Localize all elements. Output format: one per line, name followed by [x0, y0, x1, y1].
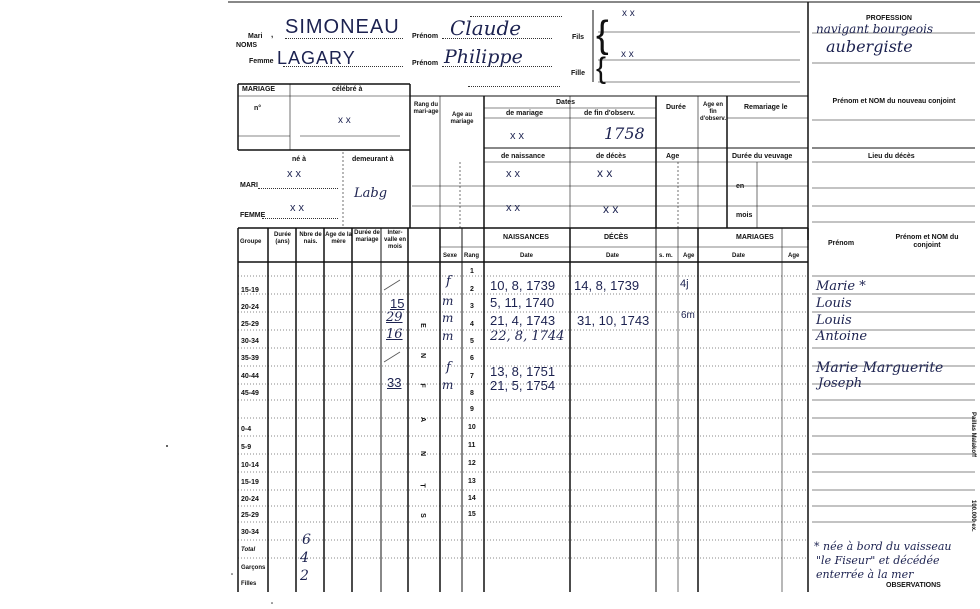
deces-femme: x x: [603, 202, 619, 216]
naissances-header: NAISSANCES: [503, 234, 549, 241]
deces-header: DÉCÈS: [604, 234, 629, 241]
demeurant-label: demeurant à: [352, 156, 394, 163]
group-30-34: 30-34: [241, 338, 259, 345]
fils-brace: {: [596, 14, 609, 56]
demeurant-value: Labg: [354, 186, 388, 201]
deces-mari: x x: [597, 166, 613, 180]
mari-prenom-line: [442, 38, 552, 39]
child-prenom: Louis: [816, 296, 852, 311]
duree-mariage-header: Durée de mariage: [354, 230, 380, 243]
child-naissance: 13, 8, 1751: [490, 364, 556, 379]
child-age: 6m: [681, 310, 695, 321]
fils-value: x x: [622, 8, 635, 19]
child-sexe: m: [442, 329, 454, 343]
rang-13: 13: [468, 478, 476, 485]
rang-12: 12: [468, 460, 476, 467]
child-intervalle: 29: [386, 310, 403, 325]
prenom-label-mari: Prénom: [412, 33, 439, 40]
groupe-header: Groupe: [240, 239, 262, 245]
dotted-bottom: [468, 86, 560, 87]
child-naissance: 5, 11, 1740: [490, 295, 555, 310]
age-mariage-label: Age au mariage: [450, 112, 474, 125]
naissance-femme: x x: [506, 202, 521, 214]
duree-ans-header: Durée (ans): [273, 232, 291, 245]
rang-7: 7: [470, 373, 474, 380]
child-deces: 14, 8, 1739: [574, 278, 640, 293]
group-45-49: 45-49: [241, 390, 259, 397]
fille-value: x x: [621, 49, 634, 60]
fille-label: Fille: [571, 70, 586, 77]
femme-ne-value: x x: [290, 202, 305, 214]
lieu-deces-label: Lieu du décès: [868, 153, 915, 160]
nbre-naiss-header: Nbre de nais.: [299, 232, 322, 245]
femme-name: LAGARY: [277, 48, 356, 68]
de-naissance-label: de naissance: [501, 153, 545, 160]
mari-label: Mari: [248, 33, 263, 40]
child-prenom: Antoine: [816, 329, 868, 344]
group-25-29: 25-29: [241, 321, 259, 328]
rang-15: 15: [468, 511, 476, 518]
child-intervalle: 15: [390, 296, 405, 311]
intervalle-header: Inter-valle en mois: [383, 230, 406, 250]
filles-value: 2: [300, 568, 309, 584]
conjoint-header: Prénom et NOM du conjoint: [895, 234, 959, 249]
fille-brace: {: [596, 52, 607, 85]
rang-4: 4: [470, 321, 474, 328]
no-label: n°: [254, 105, 262, 112]
rang-10: 10: [468, 424, 476, 431]
rang-mariage-label: Rang du mari-age: [413, 102, 439, 115]
enfants-letter-t: T: [418, 483, 426, 488]
rang-1: 1: [470, 268, 474, 275]
ne-a-label: né à: [292, 156, 307, 163]
group-20-24-b: 20-24: [241, 496, 259, 503]
mariage-date-header: Date: [732, 253, 746, 259]
copies-text: 100.000 ex.: [970, 500, 976, 532]
child-sexe: m: [442, 294, 454, 308]
child-naissance: 10, 8, 1739: [490, 278, 556, 293]
child-age: 4j: [680, 278, 689, 290]
enfants-letter-e: E: [418, 323, 426, 328]
de-mariage-value: x x: [510, 130, 525, 142]
child-naissance: 21, 4, 1743: [490, 313, 556, 328]
femme-name-line: [283, 66, 403, 67]
child-intervalle: 33: [387, 375, 402, 390]
mari-ne-value: x x: [287, 168, 302, 180]
femme-row-label: FEMME: [240, 212, 266, 219]
child-sexe: m: [442, 378, 454, 392]
rang-14: 14: [468, 495, 476, 502]
enfants-letter-n: N: [419, 352, 427, 359]
observations-label: OBSERVATIONS: [886, 582, 941, 589]
garcons-value: 4: [300, 550, 309, 566]
sm-header: s. m.: [659, 253, 673, 259]
mois-label: mois: [736, 212, 753, 219]
child-prenom: Marie Marguerite: [816, 360, 944, 376]
celebre-value: x x: [338, 115, 351, 126]
nouveau-conjoint-label: Prénom et NOM du nouveau conjoint: [832, 98, 956, 105]
group-20-24: 20-24: [241, 304, 259, 311]
enfants-letter-a: A: [419, 416, 427, 423]
group-5-9: 5-9: [241, 444, 252, 451]
fils-label: Fils: [572, 34, 585, 41]
note-line-2: "le Fiseur" et décédée: [816, 554, 940, 567]
age-mere-header: Age de la mère: [325, 232, 352, 245]
group-30-34-b: 30-34: [241, 529, 259, 536]
child-sexe: f: [446, 274, 451, 289]
group-25-29-b: 25-29: [241, 512, 259, 519]
profession-line1: navigant bourgeois: [816, 22, 934, 36]
rang-6: 6: [470, 355, 474, 362]
group-40-44: 40-44: [241, 373, 259, 380]
rang-header: Rang: [464, 253, 479, 259]
age-header: Age: [683, 253, 695, 259]
rang-11: 11: [468, 442, 476, 449]
deces-date-header: Date: [606, 253, 620, 259]
enfants-letter-s: S: [418, 513, 426, 518]
child-prenom: Joseph: [818, 376, 863, 391]
rang-8: 8: [470, 390, 474, 397]
total-value: 6: [302, 532, 311, 548]
mari-row-label: MARI: [240, 182, 258, 189]
profession-line2: aubergiste: [826, 37, 913, 56]
fin-observ-value: 1758: [604, 124, 645, 143]
child-naissance: 21, 5, 1754: [490, 378, 556, 393]
mariages-header: MARIAGES: [736, 234, 774, 241]
comma-mark: ,: [271, 30, 274, 39]
filles-label: Filles: [241, 581, 257, 587]
dotted-top: [470, 16, 562, 17]
group-10-14: 10-14: [241, 462, 259, 469]
sexe-header: Sexe: [443, 253, 458, 259]
group-15-19: 15-19: [241, 287, 259, 294]
mari-ne-line: [258, 188, 338, 189]
child-prenom: Marie *: [816, 279, 866, 294]
duree-veuvage-label: Durée du veuvage: [732, 153, 793, 160]
fin-observ-label: de fin d'observ.: [584, 110, 635, 117]
group-15-19-b: 15-19: [241, 479, 259, 486]
duree-label: Durée: [666, 104, 686, 111]
mari-prenom: Claude: [450, 16, 522, 40]
child-sexe: f: [446, 360, 451, 375]
femme-prenom: Philippe: [444, 46, 523, 68]
total-label: Total: [241, 547, 256, 553]
child-prenom: Louis: [816, 313, 852, 328]
dates-label: Dates: [556, 99, 576, 106]
mari-name: SIMONEAU: [285, 16, 400, 38]
en-label: en: [736, 183, 745, 190]
de-deces-label: de décès: [596, 153, 626, 160]
prenom-header: Prénom: [828, 240, 855, 247]
remariage-label: Remariage le: [744, 104, 788, 111]
age-label: Age: [666, 153, 680, 160]
prenom-label-femme: Prénom: [412, 60, 439, 67]
note-line-1: * née à bord du vaisseau: [814, 540, 952, 553]
naissance-date-header: Date: [520, 253, 534, 259]
femme-prenom-line: [442, 66, 552, 67]
child-intervalle: 16: [386, 327, 403, 342]
femme-label: Femme: [249, 58, 274, 65]
femme-ne-line: [262, 218, 338, 219]
celebre-label: célébré à: [332, 86, 363, 93]
note-line-3: enterrée à la mer: [816, 568, 914, 581]
rang-2: 2: [470, 286, 474, 293]
child-naissance: 22, 8, 1744: [490, 329, 565, 344]
age-fin-observ-label: Age en fin d'observ.: [700, 102, 726, 122]
enfants-letter-n2: N: [419, 450, 427, 457]
de-mariage-label: de mariage: [506, 110, 543, 117]
garcons-label: Garçons: [241, 565, 266, 571]
group-0-4: 0-4: [241, 426, 252, 433]
group-35-39: 35-39: [241, 355, 259, 362]
noms-label: NOMS: [236, 42, 257, 49]
rang-5: 5: [470, 338, 474, 345]
child-deces: 31, 10, 1743: [577, 313, 650, 328]
rang-3: 3: [470, 303, 474, 310]
printer-text: Paillas Malakoff: [970, 412, 976, 458]
enfants-letter-f: F: [418, 383, 426, 388]
rang-9: 9: [470, 406, 474, 413]
mari-name-line: [285, 38, 403, 39]
profession-label: PROFESSION: [866, 15, 912, 22]
mariage-label: MARIAGE: [242, 86, 276, 93]
naissance-mari: x x: [506, 168, 521, 180]
child-sexe: m: [442, 311, 454, 325]
mariage-age-header: Age: [788, 253, 800, 259]
